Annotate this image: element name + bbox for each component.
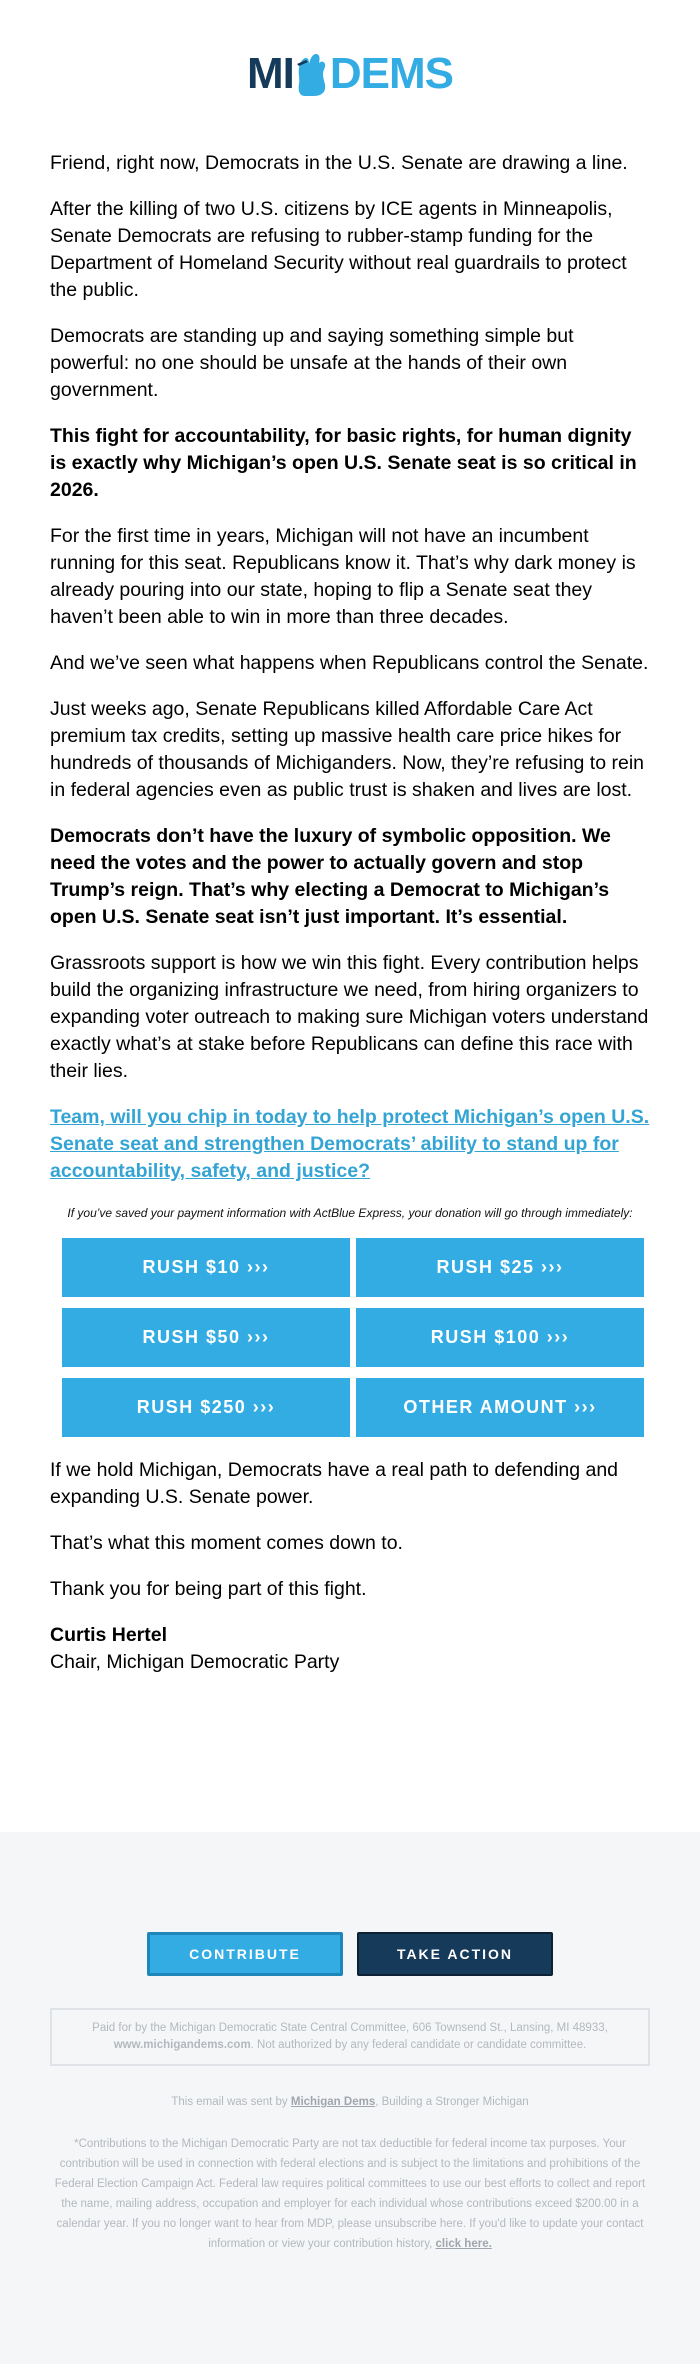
- footer-buttons: [0, 1932, 700, 1976]
- closing-paragraph: Thank you for being part of this fight.: [50, 1578, 367, 1600]
- disclaimer-text: *Contributions to the Michigan Democratic Party are not tax deductible for federal income tax purposes. Your contribution will be used in connection with federal elections and is subject to the limitations and prohibitions of the Federal Election Campaign Act. Federal law requires political committees to use our best efforts to collect and report the name, mailing address, occupation and employer for each individual whose contributions exceed $200.00 in a calendar year. If you no longer want to hear from MDP, please unsubscribe here. If you'd like to update your contact information or view your contribution history,: [54, 2138, 646, 2250]
- signature-title: Chair, Michigan Democratic Party: [50, 1651, 340, 1673]
- header-logo: [0, 49, 700, 98]
- paid-for-disclaimer-box: [50, 2008, 650, 2066]
- not-authorized-text: . Not authorized by any federal candidate or candidate committee.: [250, 2039, 587, 2051]
- rush-250-button[interactable]: RUSH $250 ›››: [62, 1378, 350, 1437]
- click-here-link[interactable]: click here.: [435, 2238, 492, 2250]
- body-paragraph: After the killing of two U.S. citizens by ICE agents in Minneapolis, Senate Democrats are refusing to rubber-stamp funding for the Department of Homeland Security without real guardrails to protect the public.: [50, 198, 627, 301]
- take-action-button[interactable]: TAKE ACTION: [357, 1932, 553, 1976]
- rush-50-button[interactable]: RUSH $50 ›››: [62, 1308, 350, 1367]
- body-paragraph: For the first time in years, Michigan will not have an incumbent running for this seat. Republicans know it. That’s why dark money is already pouring into our state, hoping to flip a Senate seat they haven’t been able to win in more than three decades.: [50, 525, 636, 628]
- sent-by-line: [0, 2096, 700, 2108]
- rush-10-button[interactable]: RUSH $10 ›››: [62, 1238, 350, 1297]
- logo-mi-text: MI: [246, 49, 294, 98]
- logo-dems-text: DEMS: [329, 49, 453, 98]
- sent-by-suffix: , Building a Stronger Michigan: [375, 2096, 529, 2108]
- contribute-button[interactable]: CONTRIBUTE: [147, 1932, 343, 1976]
- legal-disclaimer: [52, 2134, 648, 2254]
- body-paragraph: Friend, right now, Democrats in the U.S. Senate are drawing a line.: [50, 152, 628, 174]
- email-body: [50, 150, 650, 1676]
- chip-in-link[interactable]: Team, will you chip in today to help protect Michigan’s open U.S. Senate seat and strengthen Democrats’ ability to stand up for accountability, safety, and justice?: [50, 1106, 650, 1182]
- actblue-note: If you’ve saved your payment information with ActBlue Express, your donation will go through immediately:: [67, 1206, 633, 1220]
- body-paragraph: Democrats are standing up and saying something simple but powerful: no one should be unsafe at the hands of their own government.: [50, 325, 574, 401]
- body-paragraph-bold: Democrats don’t have the luxury of symbolic opposition. We need the votes and the power to actually govern and stop Trump’s reign. That’s why electing a Democrat to Michigan’s open U.S. Senate seat isn’t just important. It’s essential.: [50, 825, 611, 928]
- michigan-mitten-icon: [295, 52, 329, 96]
- body-paragraph: Just weeks ago, Senate Republicans killed Affordable Care Act premium tax credits, setting up massive health care price hikes for hundreds of thousands of Michiganders. Now, they’re refusing to rein in federal agencies even as public trust is shaken and lives are lost.: [50, 698, 645, 801]
- body-paragraph-bold: This fight for accountability, for basic rights, for human dignity is exactly why Michigan’s open U.S. Senate seat is so critical in 2026.: [50, 425, 637, 501]
- email-footer: [0, 1832, 700, 2364]
- donation-button-grid: [62, 1238, 650, 1437]
- body-paragraph: Grassroots support is how we win this fight. Every contribution helps build the organizing infrastructure we need, from hiring organizers to expanding voter outreach to making sure Michigan voters understand exactly what’s at stake before Republicans can define this race with their lies.: [50, 952, 649, 1082]
- closing-paragraph: That’s what this moment comes down to.: [50, 1532, 403, 1554]
- other-amount-button[interactable]: OTHER AMOUNT ›››: [356, 1378, 644, 1437]
- paid-for-text: Paid for by the Michigan Democratic State Central Committee, 606 Townsend St., Lansing, MI 48933,: [92, 2022, 608, 2034]
- michigan-dems-link[interactable]: Michigan Dems: [290, 2096, 376, 2108]
- rush-25-button[interactable]: RUSH $25 ›››: [356, 1238, 644, 1297]
- rush-100-button[interactable]: RUSH $100 ›››: [356, 1308, 644, 1367]
- body-paragraph: And we’ve seen what happens when Republicans control the Senate.: [50, 652, 649, 674]
- closing-paragraph: If we hold Michigan, Democrats have a real path to defending and expanding U.S. Senate power.: [50, 1459, 619, 1508]
- website-link[interactable]: www.michigandems.com: [113, 2039, 251, 2051]
- sent-by-prefix: This email was sent by: [171, 2096, 291, 2108]
- signature-name: Curtis Hertel: [50, 1624, 168, 1646]
